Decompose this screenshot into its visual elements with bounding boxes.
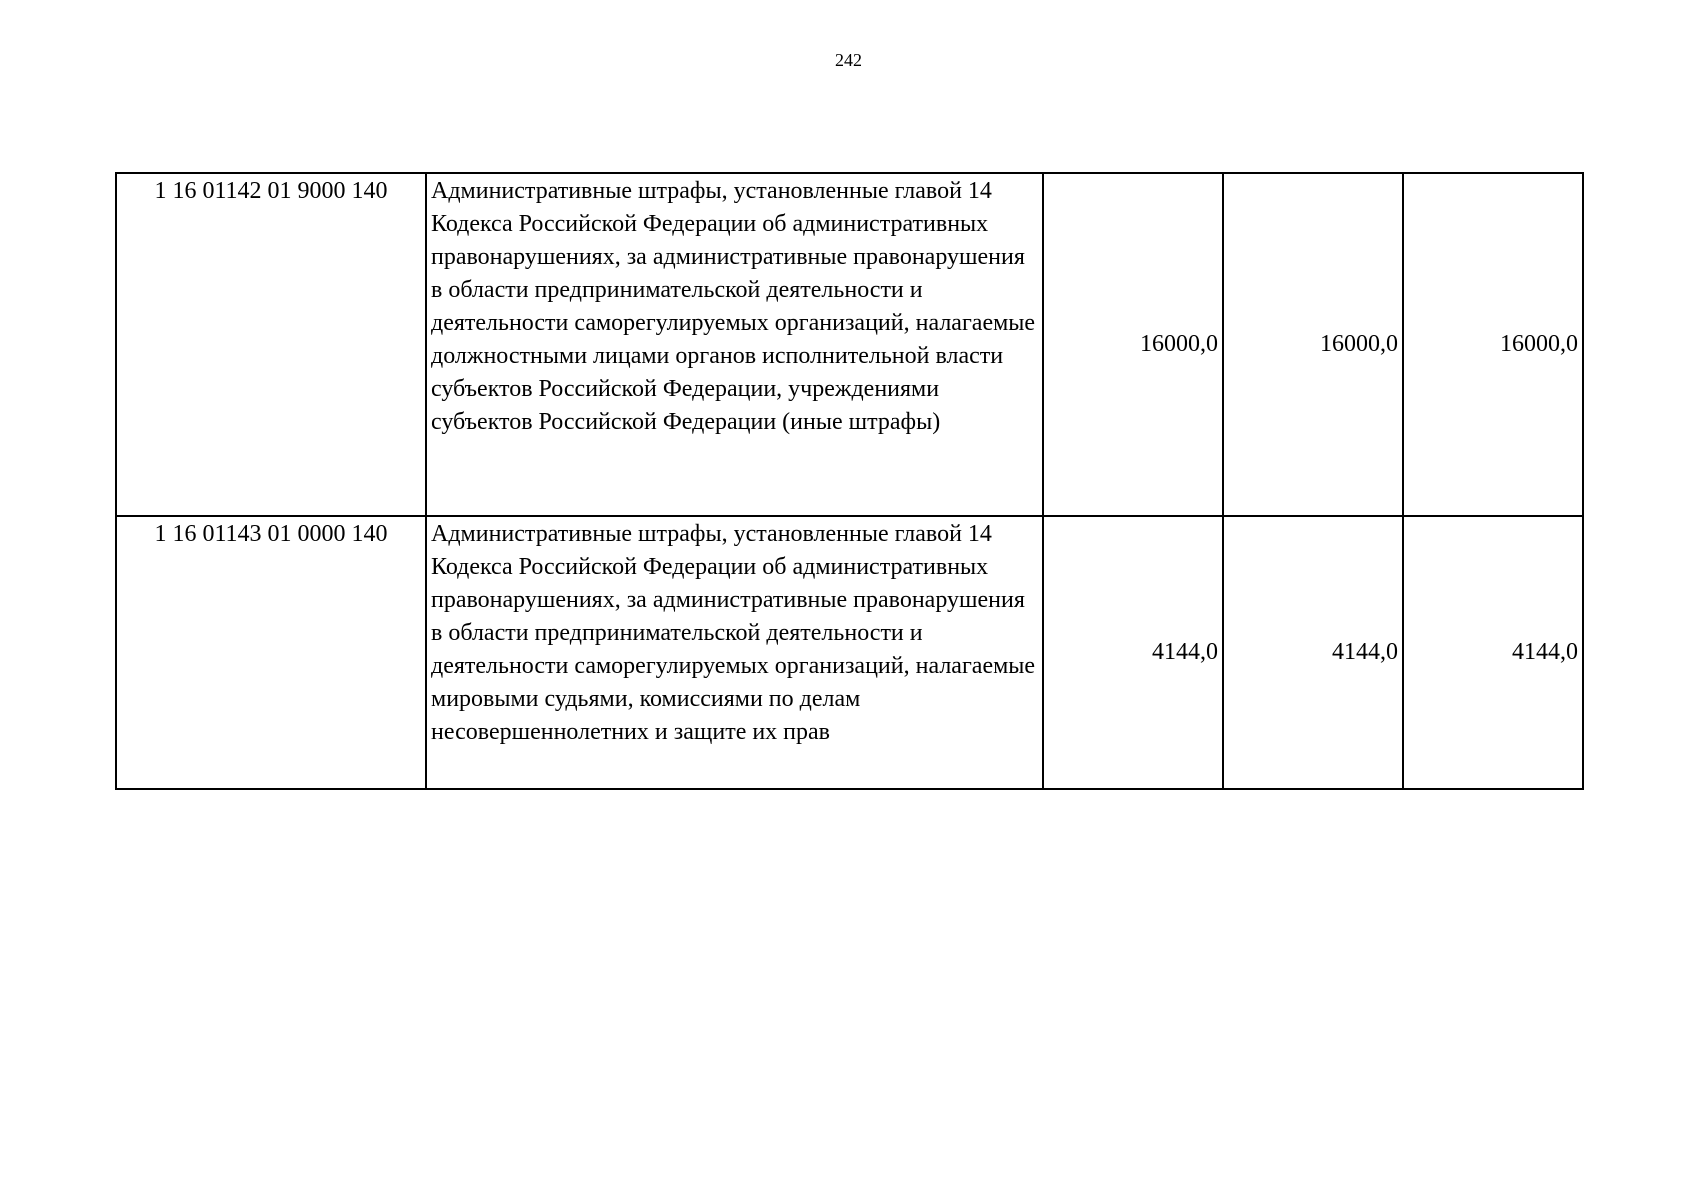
page-number: 242 (835, 50, 862, 70)
amount-cell-year-2: 16000,0 (1223, 173, 1403, 516)
budget-table (115, 172, 1584, 790)
table-row (116, 173, 1583, 516)
table-row (116, 516, 1583, 789)
revenue-name-cell: Административные штрафы, установленные главой 14 Кодекса Российской Федерации об административных правонарушениях, за административные правонарушения в области предпринимательской деятельности и деятельности саморегулируемых организаций, налагаемые мировыми судьями, комиссиями по делам несовершеннолетних и защите их прав (426, 516, 1043, 789)
amount-cell-year-1: 4144,0 (1043, 516, 1223, 789)
budget-code-cell: 1 16 01143 01 0000 140 (116, 516, 426, 789)
amount-cell-year-1: 16000,0 (1043, 173, 1223, 516)
amount-cell-year-3: 4144,0 (1403, 516, 1583, 789)
budget-code-cell: 1 16 01142 01 9000 140 (116, 173, 426, 516)
amount-cell-year-2: 4144,0 (1223, 516, 1403, 789)
revenue-name-cell: Административные штрафы, установленные главой 14 Кодекса Российской Федерации об административных правонарушениях, за административные правонарушения в области предпринимательской деятельности и деятельности саморегулируемых организаций, налагаемые должностными лицами органов исполнительной власти субъектов Российской Федерации, учреждениями субъектов Российской Федерации (иные штрафы) (426, 173, 1043, 516)
amount-cell-year-3: 16000,0 (1403, 173, 1583, 516)
